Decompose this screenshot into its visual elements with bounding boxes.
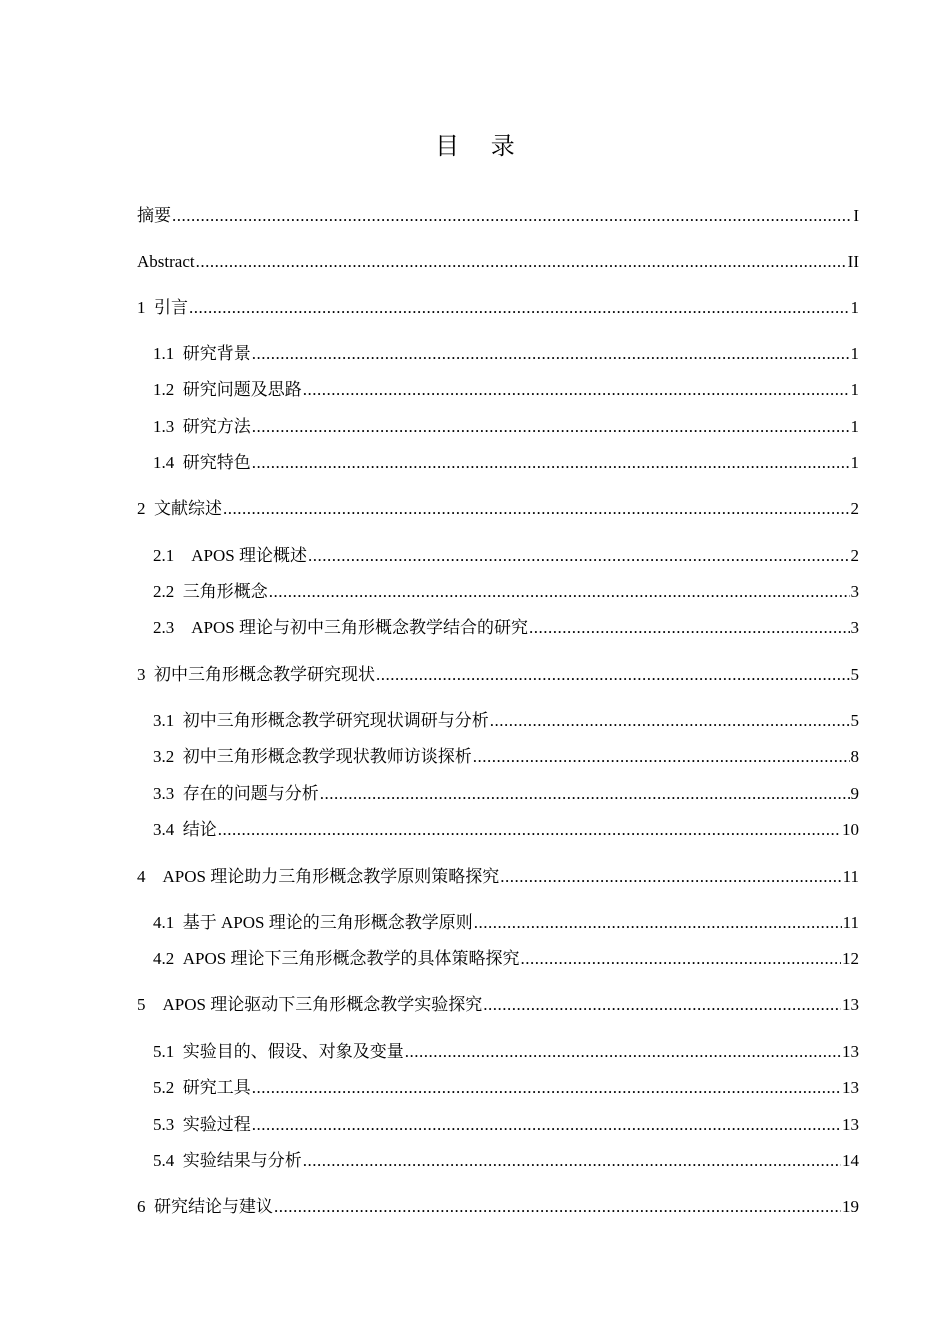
- toc-leader-dots: [500, 865, 841, 889]
- toc-entry-label: 研究特色: [182, 453, 251, 472]
- toc-entry-page: 5: [850, 711, 859, 730]
- toc-leader-dots: [172, 204, 852, 228]
- toc-leader-dots: [520, 947, 841, 971]
- toc-entry-page: I: [853, 206, 859, 225]
- toc-entry-1-4[interactable]: [153, 451, 859, 475]
- toc-entry-number: 4.2: [153, 949, 183, 968]
- toc-leader-dots: [308, 544, 850, 568]
- toc-entry-number: 1.2: [153, 380, 183, 399]
- toc-entry-3-1[interactable]: [153, 709, 859, 733]
- toc-entry-label: APOS 理论助力三角形概念教学原则策略探究: [162, 867, 500, 886]
- toc-leader-dots: [474, 911, 842, 935]
- toc-entry-number: 1.3: [153, 417, 183, 436]
- toc-entry-label: 实验结果与分析: [182, 1151, 302, 1170]
- toc-entry-chapter-5[interactable]: [137, 993, 859, 1017]
- toc-entry-page: 13: [842, 1115, 859, 1134]
- toc-entry-page: 1: [850, 453, 859, 472]
- toc-entry-number: 2.3: [153, 618, 192, 637]
- toc-leader-dots: [252, 451, 850, 475]
- toc-entry-label: 三角形概念: [182, 582, 268, 601]
- toc-entry-page: 2: [850, 499, 859, 518]
- toc-entry-label: Abstract: [137, 252, 195, 271]
- toc-entry-page: II: [847, 252, 859, 271]
- toc-leader-dots: [274, 1195, 841, 1219]
- toc-entry-page: 19: [842, 1197, 859, 1216]
- toc-entry-page: 13: [842, 995, 859, 1014]
- toc-entry-page: 3: [850, 582, 859, 601]
- toc-entry-chapter-4[interactable]: [137, 865, 859, 889]
- toc-entry-label: 文献综述: [154, 499, 222, 518]
- toc-entry-number: 5.3: [153, 1115, 183, 1134]
- toc-entry-label: 研究结论与建议: [154, 1197, 273, 1216]
- toc-entry-page: 11: [842, 913, 859, 932]
- toc-entry-label: 研究工具: [182, 1078, 251, 1097]
- toc-entry-number: 4.1: [153, 913, 183, 932]
- toc-leader-dots: [252, 415, 850, 439]
- toc-leader-dots: [252, 342, 850, 366]
- toc-leader-dots: [218, 818, 841, 842]
- toc-entry-label: 存在的问题与分析: [182, 784, 319, 803]
- toc-entry-label: 研究背景: [182, 344, 251, 363]
- toc-entry-number: 2: [137, 499, 154, 518]
- toc-entry-page: 1: [850, 417, 859, 436]
- toc-leader-dots: [303, 1149, 841, 1173]
- toc-entry-2-1[interactable]: [153, 544, 859, 568]
- toc-entry-page: 3: [850, 618, 859, 637]
- toc-entry-number: 3.1: [153, 711, 183, 730]
- toc-entry-5-4[interactable]: [153, 1149, 859, 1173]
- toc-entry-3-4[interactable]: [153, 818, 859, 842]
- toc-leader-dots: [376, 663, 850, 687]
- toc-entry-number: 5.1: [153, 1042, 183, 1061]
- toc-entry-1-2[interactable]: [153, 378, 859, 402]
- toc-entry-page: 11: [842, 867, 859, 886]
- toc-entry-label: 研究方法: [182, 417, 251, 436]
- toc-entry-1-3[interactable]: [153, 415, 859, 439]
- toc-leader-dots: [529, 616, 850, 640]
- toc-entry-chapter-1[interactable]: [137, 296, 859, 320]
- toc-entry-4-1[interactable]: [153, 911, 859, 935]
- toc-entry-label: 初中三角形概念教学研究现状调研与分析: [182, 711, 489, 730]
- toc-entry-label: 初中三角形概念教学研究现状: [154, 665, 375, 684]
- toc-leader-dots: [189, 296, 850, 320]
- toc-entry-number: 1.4: [153, 453, 183, 472]
- toc-entry-5-2[interactable]: [153, 1076, 859, 1100]
- toc-entry-page: 5: [850, 665, 859, 684]
- toc-leader-dots: [269, 580, 850, 604]
- toc-entry-page: 12: [842, 949, 859, 968]
- toc-entry-1-1[interactable]: [153, 342, 859, 366]
- toc-leader-dots: [405, 1040, 841, 1064]
- toc-leader-dots: [252, 1113, 841, 1137]
- toc-entry-number: 2.2: [153, 582, 183, 601]
- toc-entry-number: 3: [137, 665, 154, 684]
- toc-entry-label: 结论: [182, 820, 217, 839]
- toc-leader-dots: [223, 497, 850, 521]
- toc-entry-chapter-6[interactable]: [137, 1195, 859, 1219]
- toc-entry-abstract-cn[interactable]: [137, 204, 859, 228]
- toc-entry-label: 引言: [154, 298, 188, 317]
- toc-leader-dots: [252, 1076, 841, 1100]
- toc-entry-number: 3.2: [153, 747, 183, 766]
- toc-entry-label: 初中三角形概念教学现状教师访谈探析: [182, 747, 472, 766]
- toc-entry-number: 5.2: [153, 1078, 183, 1097]
- toc-entry-page: 13: [842, 1042, 859, 1061]
- toc-entry-label: APOS 理论驱动下三角形概念教学实验探究: [162, 995, 483, 1014]
- toc-leader-dots: [490, 709, 850, 733]
- toc-entry-chapter-2[interactable]: [137, 497, 859, 521]
- toc-entry-abstract-en[interactable]: [137, 250, 859, 274]
- toc-entry-page: 13: [842, 1078, 859, 1097]
- toc-entry-3-2[interactable]: [153, 745, 859, 769]
- toc-leader-dots: [320, 782, 850, 806]
- toc-entry-5-1[interactable]: [153, 1040, 859, 1064]
- toc-entry-number: 5: [137, 995, 163, 1014]
- toc-entry-page: 1: [850, 344, 859, 363]
- toc-entry-label: 研究问题及思路: [182, 380, 302, 399]
- toc-entry-number: 6: [137, 1197, 154, 1216]
- toc-entry-page: 1: [850, 298, 859, 317]
- toc-entry-label: APOS 理论与初中三角形概念教学结合的研究: [191, 618, 528, 637]
- toc-entry-chapter-3[interactable]: [137, 663, 859, 687]
- page-title: 目 录: [435, 132, 527, 160]
- toc-entry-number: 2.1: [153, 546, 192, 565]
- toc-entry-number: 4: [137, 867, 163, 886]
- toc-entry-4-2[interactable]: [153, 947, 859, 971]
- toc-entry-label: 实验目的、假设、对象及变量: [182, 1042, 404, 1061]
- toc-leader-dots: [473, 745, 850, 769]
- toc-entry-2-2[interactable]: [153, 580, 859, 604]
- toc-entry-number: 1.1: [153, 344, 183, 363]
- toc-leader-dots: [196, 250, 847, 274]
- toc-entry-page: 10: [842, 820, 859, 839]
- toc-entry-number: 3.3: [153, 784, 183, 803]
- toc-leader-dots: [483, 993, 841, 1017]
- toc-entry-number: 1: [137, 298, 154, 317]
- toc-leader-dots: [303, 378, 850, 402]
- toc-entry-page: 14: [842, 1151, 859, 1170]
- toc-entry-page: 8: [850, 747, 859, 766]
- toc-entry-label: 实验过程: [182, 1115, 251, 1134]
- toc-entry-page: 2: [850, 546, 859, 565]
- toc-entry-label: 摘要: [137, 206, 171, 225]
- toc-entry-label: APOS 理论下三角形概念教学的具体策略探究: [182, 949, 520, 968]
- toc-entry-3-3[interactable]: [153, 782, 859, 806]
- toc-entry-label: 基于 APOS 理论的三角形概念教学原则: [182, 913, 473, 932]
- toc-entry-2-3[interactable]: [153, 616, 859, 640]
- toc-entry-page: 9: [850, 784, 859, 803]
- toc-entry-label: APOS 理论概述: [191, 546, 307, 565]
- toc-entry-number: 5.4: [153, 1151, 183, 1170]
- toc-entry-page: 1: [850, 380, 859, 399]
- toc-entry-number: 3.4: [153, 820, 183, 839]
- toc-entry-5-3[interactable]: [153, 1113, 859, 1137]
